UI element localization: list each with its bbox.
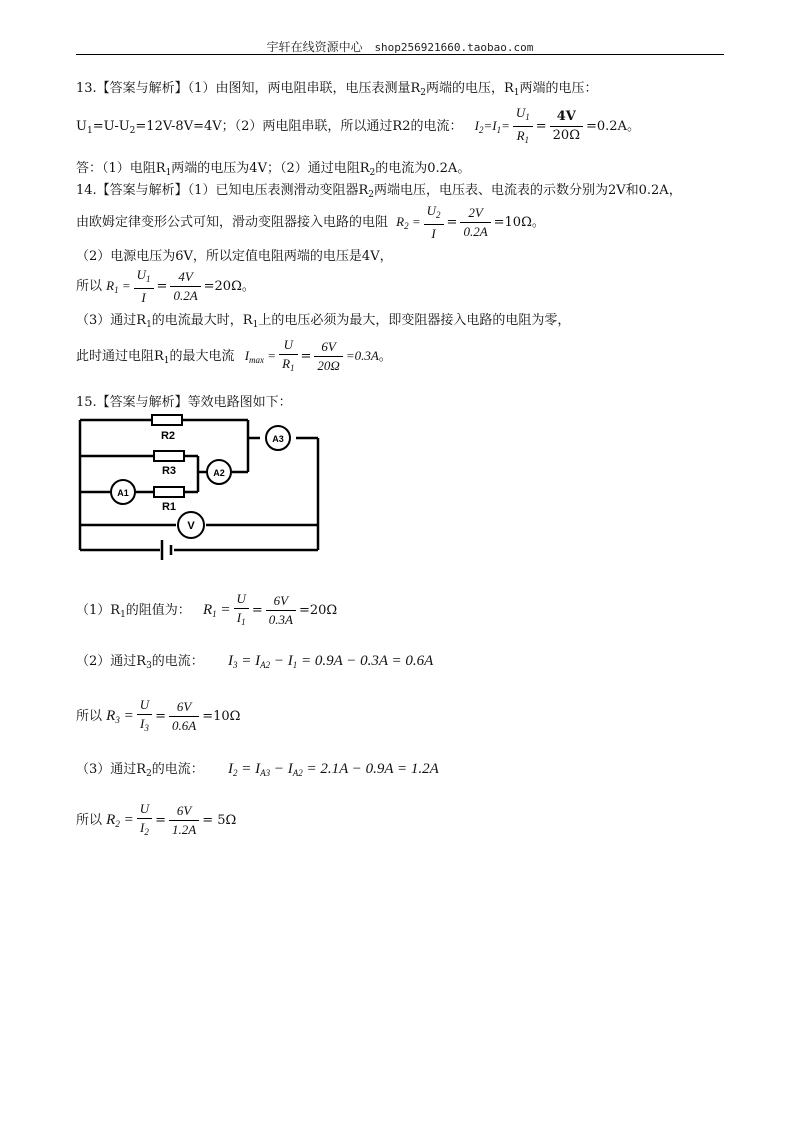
circuit-diagram bbox=[72, 412, 328, 562]
q13-line2: $U_1=U-U_2=12V-8V=4V$；（2）两电阻串联，所以通过R2的电流： $I_2=I_1=$ $\frac{U_1}{R_1}$ = $\frac{4V}{20\Omega}$ =0.2A。 bbox=[76, 104, 640, 149]
svg-text:A2: A2 bbox=[213, 468, 225, 478]
q14-frac-4v: $\frac{4V}{0.2A}$ bbox=[170, 268, 200, 305]
svg-text:R2: R2 bbox=[160, 430, 176, 442]
svg-text:V: V bbox=[187, 520, 195, 532]
q15-step2: （2）通过$R_3$的电流： $I_3 = I_{A2} - I_1 = 0.9A - 0.3A = 0.6A$ bbox=[76, 653, 434, 671]
q14-line5: （3）通过$R_1$的电流最大时，$R_1$上的电压必须为最大，即变阻器接入电路的电阻为零， bbox=[76, 313, 571, 330]
svg-text:A1: A1 bbox=[117, 488, 129, 498]
q15-step5: 所以 $R_2$ = $\frac{U}{I_2}$ = $\frac{6V}{1.2A}$ = 5Ω bbox=[76, 800, 236, 841]
q15-frac-6v-06: $\frac{6V}{0.6A}$ bbox=[169, 698, 199, 735]
resistor-r2 bbox=[152, 415, 182, 425]
q13-frac-values: $\frac{4V}{20\Omega}$ bbox=[550, 108, 583, 145]
svg-text:A3: A3 bbox=[272, 434, 284, 444]
header-title: 宇轩在线资源中心 bbox=[266, 40, 363, 54]
q14-line6: 此时通过电阻$R_1$的最大电流 $I_{max}$ = $\frac{U}{R_1}$ = $\frac{6V}{20\Omega}$ =0.3A。 bbox=[76, 336, 392, 377]
q15-step3: 所以 $R_3$ = $\frac{U}{I_3}$ = $\frac{6V}{0.6A}$ =10Ω bbox=[76, 696, 240, 737]
q13-line1: 13.【答案与解析】（1）由图知，两电阻串联，电压表测量$R_2$两端的电压，$R_1$两端的电压： bbox=[76, 81, 598, 98]
battery-icon bbox=[162, 540, 171, 560]
q15-frac-ui1: $\frac{U}{I_1}$ bbox=[234, 590, 249, 631]
q13-frac-u1r1: $\frac{U_1}{R_1}$ bbox=[513, 104, 533, 149]
q15-step1: $(1)R_1$的阻值为： $R_1$ = $\frac{U}{I_1}$ = $\frac{6V}{0.3A}$ =20Ω bbox=[76, 590, 337, 631]
q14-frac-u2i: $\frac{U_2}{I}$ bbox=[424, 202, 444, 243]
q14-line4: 所以 $R_1$ = $\frac{U_1}{I}$ = $\frac{4V}{0.2A}$ =20Ω。 bbox=[76, 267, 255, 305]
q14-line2: 由欧姆定律变形公式可知，滑动变阻器接入电路的电阻 $R_2$ = $\frac{U_2}{I}$ = $\frac{2V}{0.2A}$ =10Ω。 bbox=[76, 203, 545, 241]
q14-line3: （2）电源电压为6V，所以定值电阻两端的电压是4V， bbox=[76, 249, 393, 264]
q14-frac-6v: $\frac{6V}{20\Omega}$ bbox=[314, 338, 342, 375]
q13-answer: 答：（1）电阻$R_1$两端的电压为4V；（2）通过电阻$R_2$的电流为0.2A。 bbox=[76, 161, 471, 178]
q15-frac-6v-03: $\frac{6V}{0.3A}$ bbox=[266, 592, 296, 629]
resistor-r1 bbox=[154, 487, 184, 497]
q15-frac-6v-12: $\frac{6V}{1.2A}$ bbox=[169, 802, 199, 839]
q15-frac-ui2: $\frac{U}{I_2}$ bbox=[137, 800, 152, 841]
resistor-r3 bbox=[154, 451, 184, 461]
svg-text:R3: R3 bbox=[161, 465, 177, 477]
q15-frac-ui3: $\frac{U}{I_3}$ bbox=[137, 696, 152, 737]
q14-line1: 14.【答案与解析】（1）已知电压表测滑动变阻器$R_2$两端电压，电压表、电流表的示数分别为2V和0.2A， bbox=[76, 183, 682, 200]
q15-step4: （3）通过$R_2$的电流： $I_2 = I_{A3} - I_{A2} = 2.1A - 0.9A = 1.2A$ bbox=[76, 761, 439, 779]
q14-frac-2v: $\frac{2V}{0.2A}$ bbox=[460, 204, 490, 241]
header-rule bbox=[76, 54, 724, 55]
header-shop-url[interactable]: shop256921660.taobao.com bbox=[374, 41, 534, 54]
svg-text:R1: R1 bbox=[161, 501, 177, 513]
q14-frac-ur1: $\frac{U}{R_1}$ bbox=[279, 336, 297, 377]
q15-title: 15.【答案与解析】等效电路图如下： bbox=[76, 395, 292, 410]
q14-frac-u1i: $\frac{U_1}{I}$ bbox=[134, 266, 154, 307]
page-header bbox=[0, 38, 800, 55]
